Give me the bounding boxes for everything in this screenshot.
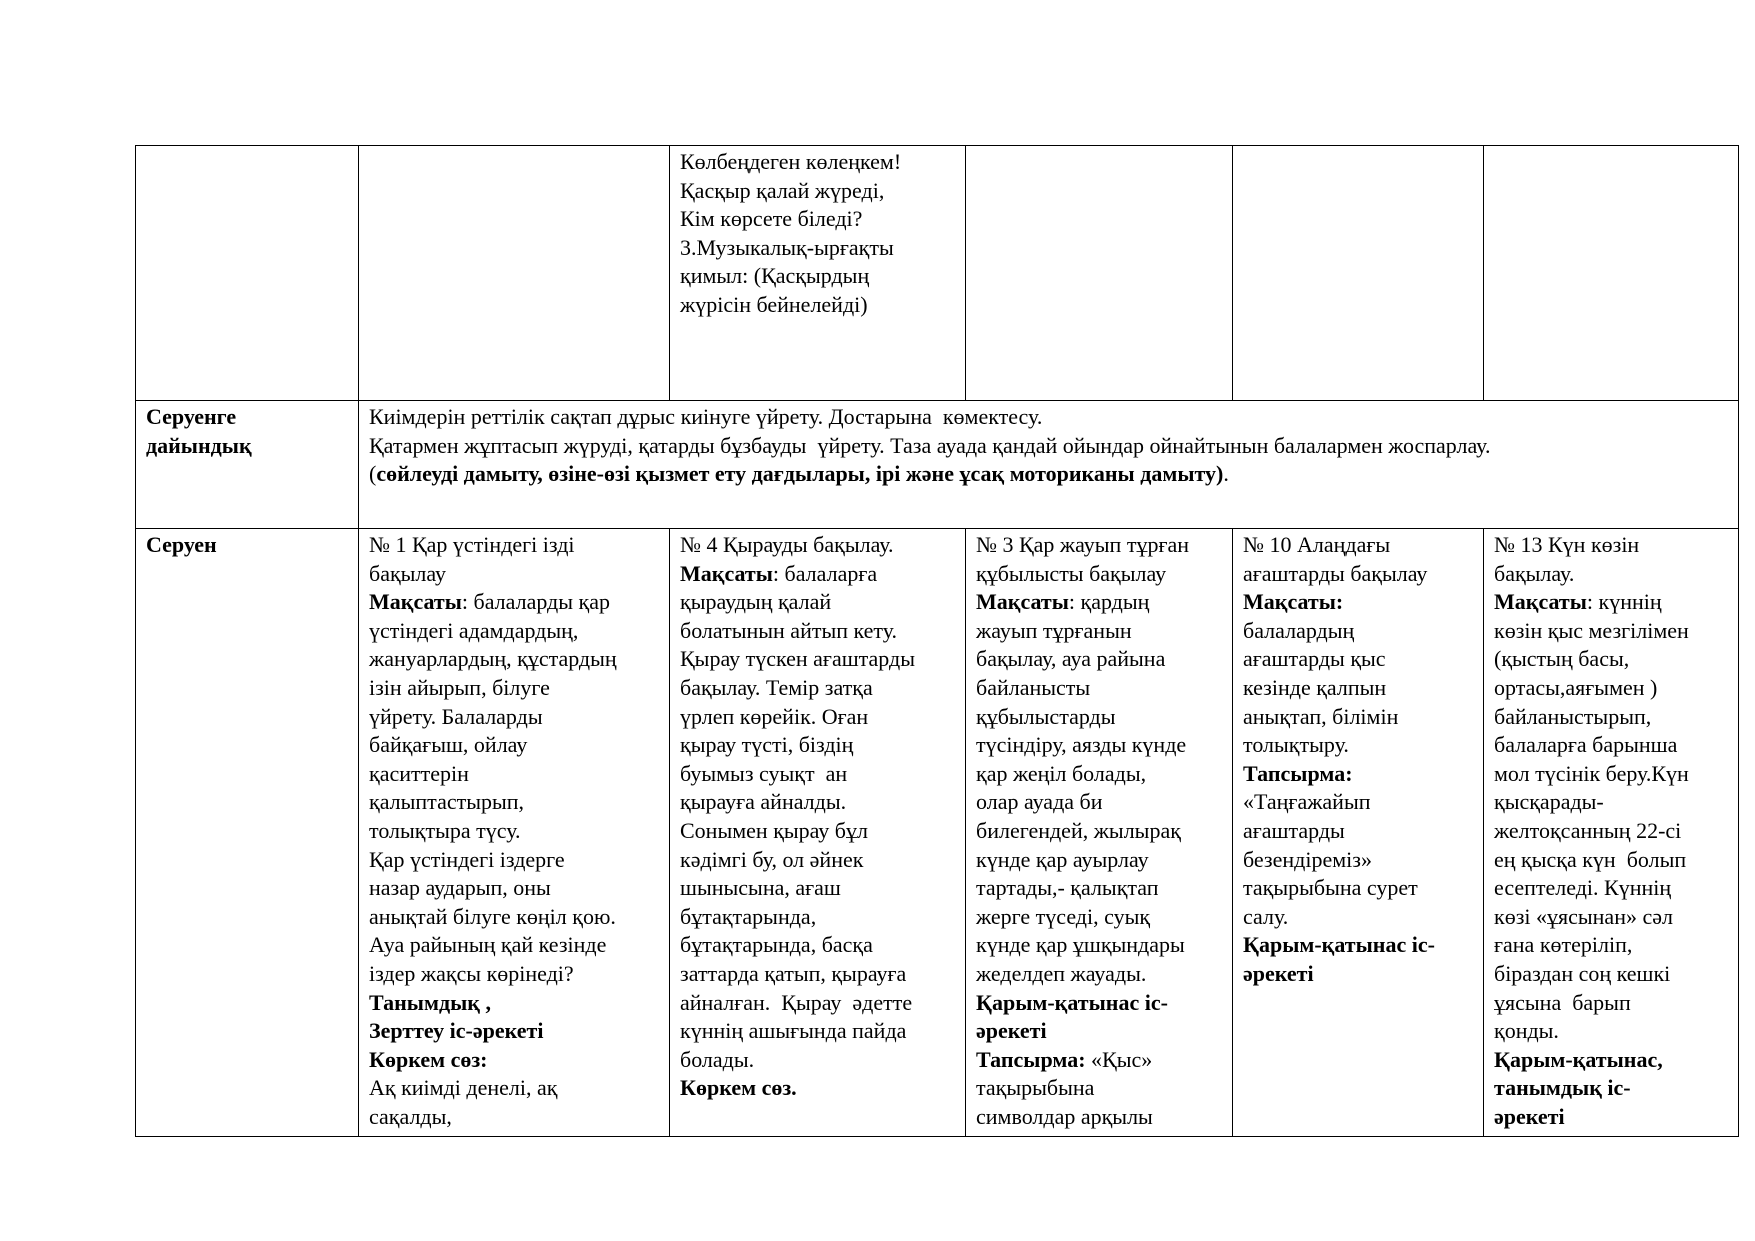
- goal-text: : балаларды қар: [461, 589, 610, 615]
- text-line: Ауа райының қай кезінде: [369, 932, 607, 958]
- activity-type: Көркем сөз.: [680, 1075, 797, 1101]
- cont-col2-cell: [670, 146, 966, 401]
- activity-type: Көркем сөз:: [369, 1046, 488, 1072]
- text-line: толықтыра түсу.: [369, 817, 521, 843]
- text-line: салу.: [1243, 903, 1289, 929]
- activity-title: бақылау.: [1494, 560, 1575, 586]
- activity-type: әрекеті: [1243, 960, 1314, 986]
- text-line: күнде қар ұшқындары: [976, 932, 1185, 958]
- skills-note: [369, 460, 1728, 489]
- activity-type: әрекеті: [1494, 1103, 1565, 1129]
- text-line: тартады,- қалықтап: [976, 875, 1159, 901]
- text-line: сақалды,: [369, 1103, 452, 1129]
- text-line: безендіреміз»: [1243, 846, 1372, 872]
- activity-title: № 4 Қырауды бақылау.: [680, 532, 894, 557]
- activity-type: Қарым-қатынас,: [1494, 1046, 1663, 1072]
- skills-bold: сөйлеуді дамыту, өзіне-өзі қызмет ету дағдылары, ірі және ұсақ моториканы дамыту): [376, 461, 1224, 487]
- text-line: кезінде қалпын: [1243, 674, 1387, 700]
- text-line: анықтай білуге көңіл қою.: [369, 903, 616, 929]
- text-line: қыраудың қалай: [680, 589, 832, 615]
- activity-type: әрекеті: [976, 1018, 1047, 1044]
- period: .: [1223, 461, 1229, 487]
- text-line: 3.Музыкалық-ырғақты: [680, 234, 894, 260]
- cont-col5-cell: [1484, 146, 1739, 401]
- text-line: жануарлардың, құстардың: [369, 646, 617, 672]
- text-line: байланысты: [976, 674, 1091, 700]
- text-line: қаситтерін: [369, 760, 469, 786]
- text-line: қырау түсті, біздің: [680, 732, 854, 758]
- goal-line: [369, 588, 659, 617]
- task-line: [976, 1046, 1222, 1075]
- activity-title: ағаштарды бақылау: [1243, 560, 1428, 586]
- cont-col1-cell: [359, 146, 670, 401]
- cont-col4-cell: [1233, 146, 1484, 401]
- text-line: Қатармен жұптасып жүруді, қатарды бұзбауды үйрету. Таза ауада қандай ойындар ойнайтынын балалармен жоспарлау.: [369, 432, 1491, 458]
- goal-text: : күннің: [1586, 589, 1662, 615]
- text-line: біраздан соң кешкі: [1494, 960, 1671, 986]
- text-line: балаларға барынша: [1494, 732, 1678, 758]
- text-line: бұтақтарында,: [680, 903, 817, 929]
- text-line: үстіндегі адамдардың,: [369, 617, 579, 643]
- text-line: қысқарады-: [1494, 789, 1604, 815]
- text-line: Қасқыр қалай жүреді,: [680, 177, 885, 203]
- text-line: буымыз суықт ан: [680, 760, 848, 786]
- activity-type: Зерттеу іс-әрекеті: [369, 1018, 544, 1044]
- goal-text: : қардың: [1068, 589, 1150, 615]
- text-line: Кім көрсете біледі?: [680, 206, 863, 232]
- text-line: күннің ашығында пайда: [680, 1018, 907, 1044]
- text-line: заттарда қатып, қырауға: [680, 960, 907, 986]
- text-line: ізін айырып, білуге: [369, 674, 550, 700]
- task-label: Тапсырма:: [1243, 760, 1353, 786]
- text-line: анықтап, білімін: [1243, 703, 1399, 729]
- text-line: іздер жақсы көрінеді?: [369, 960, 574, 986]
- text-line: Қырау түскен ағаштарды: [680, 646, 915, 672]
- goal-line: [1494, 588, 1728, 617]
- text-line: айналған. Қырау әдетте: [680, 989, 913, 1015]
- text-line: желтоқсанның 22-сі: [1494, 817, 1682, 843]
- goal-label: Мақсаты: [369, 589, 462, 615]
- row-header-line: дайындық: [146, 432, 252, 458]
- text-line: ортасы,аяғымен ): [1494, 674, 1658, 700]
- text-line: шынысына, ағаш: [680, 875, 841, 901]
- text-line: байқағыш, ойлау: [369, 732, 528, 758]
- walk-day1-cell: [359, 529, 670, 1137]
- text-line: ағаштарды қыс: [1243, 646, 1386, 672]
- walk-day3-cell: [966, 529, 1233, 1137]
- text-line: қырауға айналды.: [680, 789, 847, 815]
- text-line: күнде қар ауырлау: [976, 846, 1149, 872]
- activity-title: құбылысты бақылау: [976, 560, 1167, 586]
- activity-type: Қарым-қатынас іс-: [1243, 932, 1435, 958]
- text-line: «Таңғажайып: [1243, 789, 1371, 815]
- activity-title: № 10 Алаңдағы: [1243, 532, 1391, 557]
- text-line: көзін қыс мезгілімен: [1494, 617, 1689, 643]
- paren-open: (: [369, 461, 377, 487]
- text-line: Киімдерін реттілік сақтап дұрыс киінуге үйрету. Достарына көмектесу.: [369, 404, 1043, 429]
- activity-title: № 13 Күн көзін: [1494, 532, 1640, 557]
- text-line: (қыстың басы,: [1494, 646, 1630, 672]
- walk-day2-cell: [670, 529, 966, 1137]
- text-line: үйрету. Балаларды: [369, 703, 543, 729]
- text-line: құбылыстарды: [976, 703, 1116, 729]
- goal-label: Мақсаты: [1494, 589, 1587, 615]
- text-line: бақылау. Темір затқа: [680, 674, 873, 700]
- walk-day4-cell: [1233, 529, 1484, 1137]
- goal-label: Мақсаты: [976, 589, 1069, 615]
- text-line: Ақ киімді денелі, ақ: [369, 1075, 558, 1101]
- text-line: кәдімгі бу, ол әйнек: [680, 846, 864, 872]
- goal-label: Мақсаты: [680, 560, 773, 586]
- text-line: ғана көтеріліп,: [1494, 932, 1633, 958]
- activity-title: № 1 Қар үстіндегі ізді: [369, 532, 575, 557]
- text-line: жерге түседі, суық: [976, 903, 1151, 929]
- text-line: символдар арқылы: [976, 1103, 1153, 1129]
- text-line: жеделдеп жауады.: [976, 960, 1147, 986]
- text-line: есептеледі. Күннің: [1494, 875, 1672, 901]
- continuation-row: [136, 146, 1739, 401]
- text-line: мол түсінік беру.Күн: [1494, 760, 1689, 786]
- activity-type: Қарым-қатынас іс-: [976, 989, 1168, 1015]
- text-line: ұясына барып: [1494, 989, 1631, 1015]
- cont-header-cell: [136, 146, 359, 401]
- text-line: Қар үстіндегі іздерге: [369, 846, 565, 872]
- text-line: билегендей, жылырақ: [976, 817, 1181, 843]
- goal-line: [976, 588, 1222, 617]
- walk-day5-cell: [1484, 529, 1739, 1137]
- task-text: «Қыс»: [1085, 1046, 1153, 1072]
- row-header: [136, 529, 359, 1137]
- text-line: бақылау, ауа райына: [976, 646, 1166, 672]
- text-line: ағаштарды: [1243, 817, 1345, 843]
- cont-col3-cell: [966, 146, 1233, 401]
- text-line: қар жеңіл болады,: [976, 760, 1147, 786]
- task-label: Тапсырма:: [976, 1046, 1086, 1072]
- text-line: қонды.: [1494, 1018, 1559, 1044]
- row-header: [136, 401, 359, 529]
- row-header-line: Серуенге: [146, 404, 237, 429]
- text-line: көзі «ұясынан» сәл: [1494, 903, 1673, 929]
- goal-text: : балаларға: [772, 560, 878, 586]
- text-line: тақырыбына сурет: [1243, 875, 1418, 901]
- walk-preparation-row: [136, 401, 1739, 529]
- text-line: Сонымен қырау бұл: [680, 817, 868, 843]
- text-line: назар аударып, оны: [369, 875, 551, 901]
- preparation-cell: [359, 401, 1739, 529]
- text-line: жауып тұрғанын: [976, 617, 1132, 643]
- text-line: толықтыру.: [1243, 732, 1349, 758]
- text-line: түсіндіру, аязды күнде: [976, 732, 1187, 758]
- text-line: қимыл: (Қасқырдың: [680, 263, 870, 289]
- activity-type: Танымдық ,: [369, 989, 491, 1015]
- text-line: байланыстырып,: [1494, 703, 1652, 729]
- text-line: тақырыбына: [976, 1075, 1095, 1101]
- activity-title: № 3 Қар жауып тұрған: [976, 532, 1190, 557]
- walk-row: [136, 529, 1739, 1137]
- text-line: болады.: [680, 1046, 755, 1072]
- goal-label: Мақсаты:: [1243, 589, 1344, 615]
- text-line: үрлеп көрейік. Оған: [680, 703, 869, 729]
- text-line: балалардың: [1243, 617, 1355, 643]
- text-line: қалыптастырып,: [369, 789, 525, 815]
- text-line: Көлбеңдеген көлеңкем!: [680, 149, 902, 174]
- activity-type: танымдық іс-: [1494, 1075, 1631, 1101]
- text-line: ең қысқа күн болып: [1494, 846, 1687, 872]
- text-line: олар ауада би: [976, 789, 1103, 815]
- goal-line: [680, 560, 955, 589]
- plan-table: [135, 145, 1739, 1137]
- text-line: болатынын айтып кету.: [680, 617, 898, 643]
- row-header-line: Серуен: [146, 532, 217, 557]
- text-line: бұтақтарында, басқа: [680, 932, 873, 958]
- activity-title: бақылау: [369, 560, 447, 586]
- text-line: жүрісін бейнелейді): [680, 291, 868, 317]
